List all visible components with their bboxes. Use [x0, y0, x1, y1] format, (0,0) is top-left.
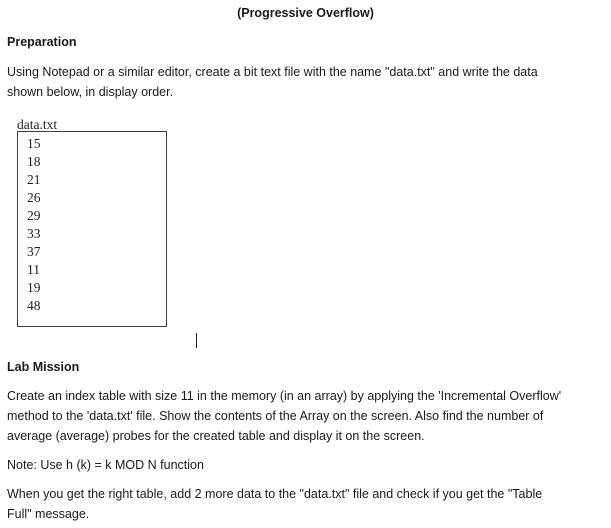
- data-file-name: data.txt: [17, 117, 58, 132]
- lab-mission-note: Note: Use h (k) = k MOD N function: [7, 458, 204, 472]
- lab-mission-final: [7, 484, 607, 524]
- data-value: 29: [27, 208, 41, 223]
- data-value: 15: [27, 136, 41, 151]
- data-value: 33: [27, 226, 41, 241]
- text-cursor: [196, 333, 197, 348]
- data-value: 11: [27, 262, 40, 277]
- preparation-text-line: shown below, in display order.: [7, 85, 174, 99]
- preparation-text-line: Using Notepad or a similar editor, create a bit text file with the name "data.txt" and write the data: [7, 65, 538, 79]
- lab-mission-text-line: method to the 'data.txt' file. Show the contents of the Array on the screen. Also find the number of: [7, 409, 544, 423]
- data-value: 48: [27, 298, 41, 313]
- page-title: (Progressive Overflow): [237, 6, 374, 20]
- data-value: 26: [27, 190, 41, 205]
- lab-mission-final-line: When you get the right table, add 2 more data to the "data.txt" file and check if you get the "Table: [7, 487, 543, 501]
- data-value: 37: [27, 244, 41, 259]
- lab-mission-text: [7, 386, 607, 446]
- lab-mission-text-line: average (average) probes for the created table and display it on the screen.: [7, 429, 425, 443]
- lab-mission-heading: Lab Mission: [7, 360, 80, 374]
- data-value: 19: [27, 280, 41, 295]
- data-file-box: [17, 131, 167, 327]
- data-value: 21: [27, 172, 41, 187]
- lab-mission-final-line: Full" message.: [7, 507, 90, 521]
- data-values-list: [27, 135, 41, 315]
- preparation-heading: Preparation: [7, 35, 77, 49]
- preparation-text: [7, 62, 607, 102]
- data-value: 18: [27, 154, 41, 169]
- lab-mission-text-line: Create an index table with size 11 in the memory (in an array) by applying the 'Incremental Overflow': [7, 389, 562, 403]
